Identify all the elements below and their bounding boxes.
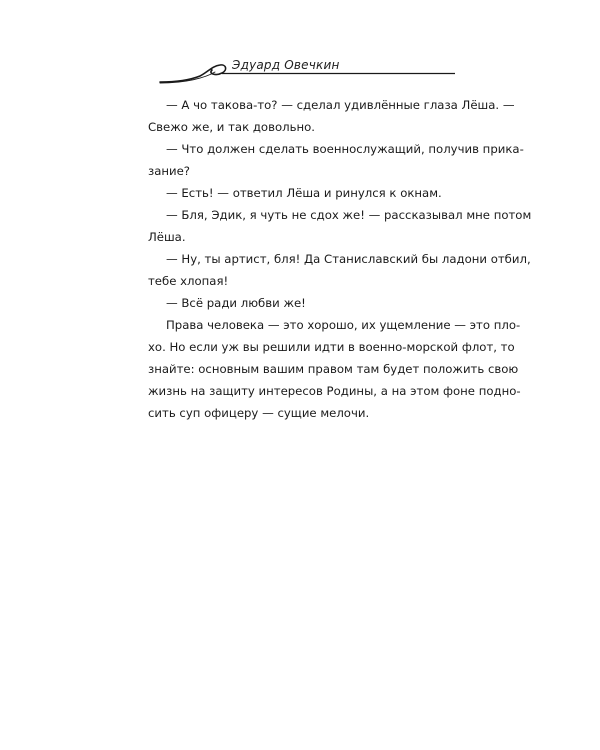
paragraph-5 [148, 248, 531, 292]
paragraph-3 [148, 182, 455, 204]
text-line: Свежо же, и так довольно. [148, 120, 315, 134]
text-line: знайте: основным вашим правом там будет положить свою [148, 362, 519, 376]
paragraph-2 [148, 138, 524, 182]
paragraph-7 [148, 314, 521, 424]
paragraph-6 [148, 292, 455, 314]
text-line: — Всё ради любви же! [166, 296, 306, 310]
paragraph-4 [148, 204, 532, 248]
text-line: — Есть! — ответил Лёша и ринулся к окнам. [166, 186, 442, 200]
text-line: зание? [148, 164, 191, 178]
text-line: тебе хлопая! [148, 274, 229, 288]
text-line: Лёша. [148, 230, 186, 244]
paragraph-1 [148, 94, 515, 138]
text-line: сить суп офицеру — сущие мелочи. [148, 406, 370, 420]
text-line: — Что должен сделать военнослужащий, получив прика- [166, 142, 524, 156]
page-header [0, 0, 600, 100]
text-line: — А чо такова-то? — сделал удивлённые глаза Лёша. — [166, 98, 515, 112]
text-line: хо. Но если уж вы решили идти в военно-морской флот, то [148, 340, 515, 354]
text-line: жизнь на защиту интересов Родины, а на этом фоне подно- [148, 384, 521, 398]
text-line: — Бля, Эдик, я чуть не сдох же! — рассказывал мне потом [166, 208, 532, 222]
header-swash-rule [0, 0, 600, 100]
running-head-author: Эдуард Овечкин [232, 58, 340, 72]
text-line: — Ну, ты артист, бля! Да Станиславский бы ладони отбил, [166, 252, 531, 266]
body-text [148, 94, 532, 424]
text-line: Права человека — это хорошо, их ущемление — это пло- [166, 318, 521, 332]
